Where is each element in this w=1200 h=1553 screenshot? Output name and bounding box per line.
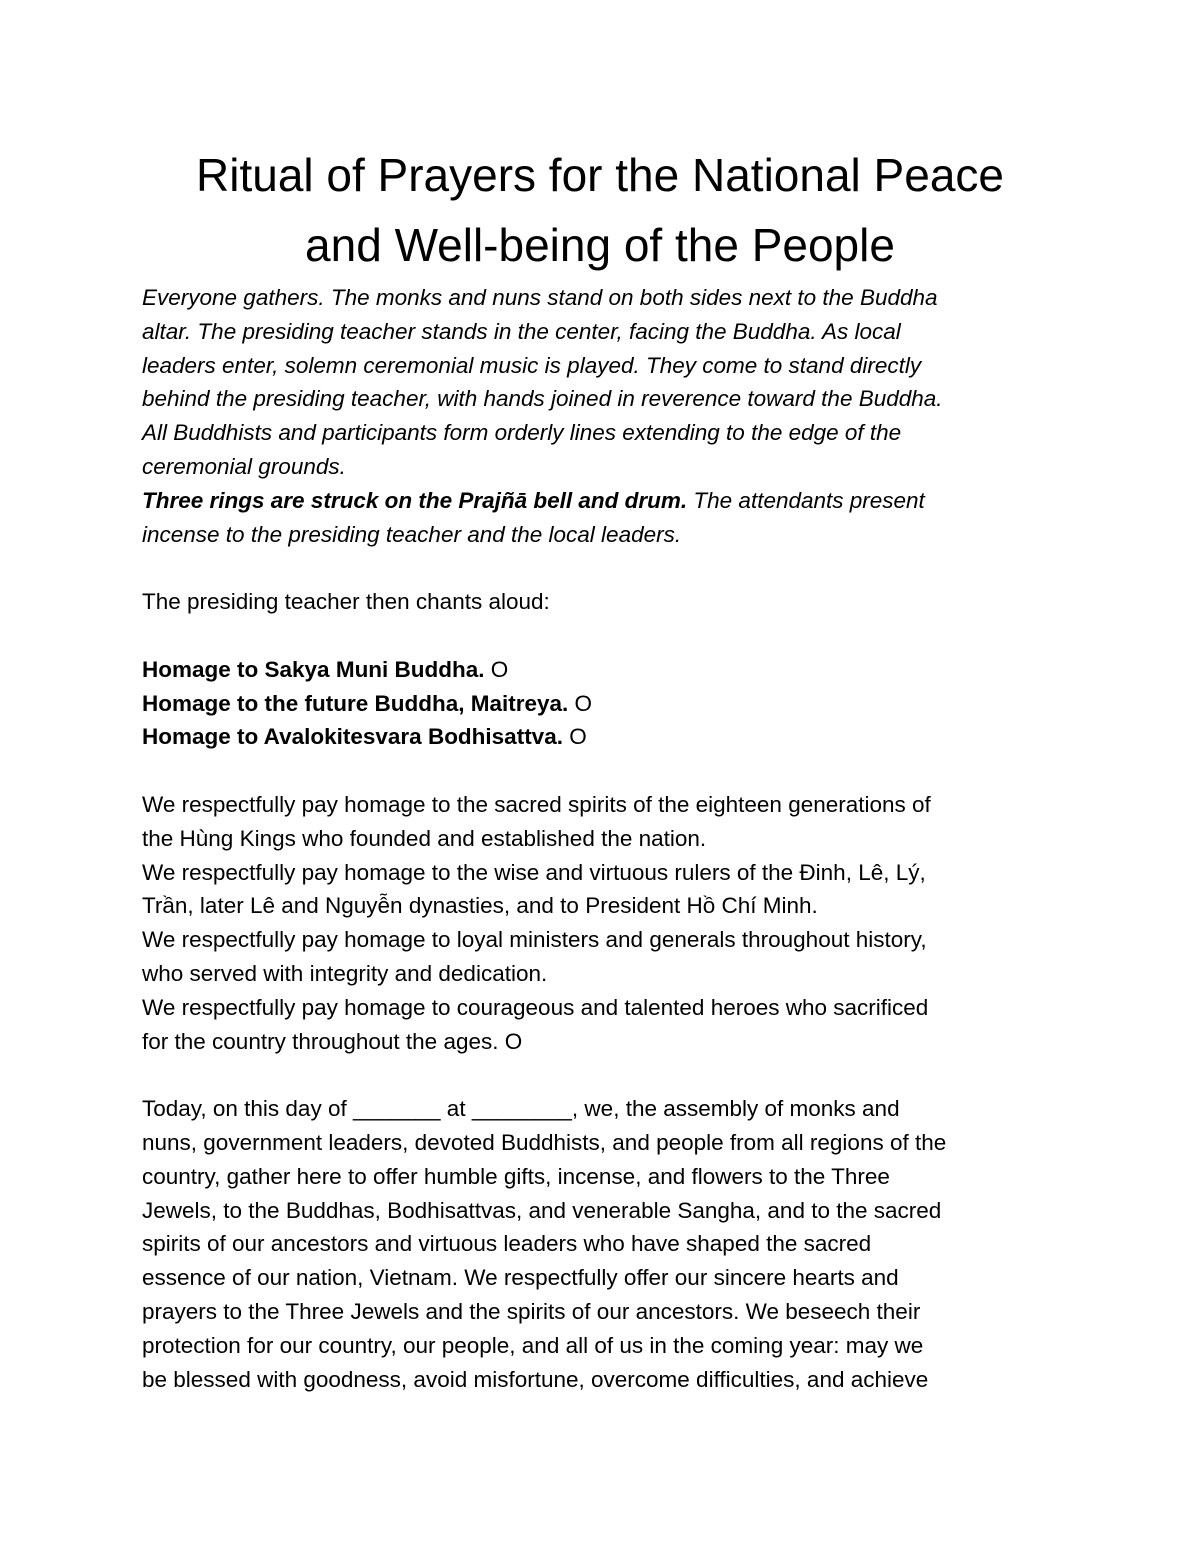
paragraph-gap: [142, 619, 1077, 653]
text-line: spirits of our ancestors and virtuous leaders who have shaped the sacred: [142, 1231, 872, 1257]
text-line: We respectfully pay homage to loyal ministers and generals throughout history,: [142, 927, 927, 953]
bell-mark: O: [568, 690, 593, 716]
bell-instruction: [142, 484, 1077, 518]
text-line: behind the presiding teacher, with hands joined in reverence toward the Buddha.: [142, 386, 943, 412]
chant-intro: The presiding teacher then chants aloud:: [142, 589, 550, 615]
paragraph-gap: [142, 1058, 1077, 1092]
intro-paragraph: [142, 281, 1077, 551]
homage-line: [142, 720, 1077, 754]
text-line: Jewels, to the Buddhas, Bodhisattvas, and venerable Sangha, and to the sacred: [142, 1197, 942, 1223]
bell-mark: O: [484, 656, 509, 682]
text-line: prayers to the Three Jewels and the spirits of our ancestors. We beseech their: [142, 1298, 921, 1324]
text-line: We respectfully pay homage to the wise and virtuous rulers of the Đinh, Lê, Lý,: [142, 859, 926, 885]
respect-paragraph: [142, 788, 1077, 1058]
title-line-1: Ritual of Prayers for the National Peace: [196, 149, 1004, 201]
title-line-2: and Well-being of the People: [305, 219, 895, 271]
homage-text: Homage to the future Buddha, Maitreya.: [142, 690, 569, 716]
text-line: leaders enter, solemn ceremonial music is played. They come to stand directly: [142, 352, 922, 378]
page-title: [100, 140, 1100, 280]
text-line: nuns, government leaders, devoted Buddhists, and people from all regions of the: [142, 1129, 947, 1155]
bell-instruction-rest: The attendants present: [687, 487, 925, 513]
text-line: We respectfully pay homage to the sacred spirits of the eighteen generations of: [142, 791, 931, 817]
text-line: be blessed with goodness, avoid misfortune, overcome difficulties, and achieve: [142, 1366, 929, 1392]
text-line: All Buddhists and participants form orderly lines extending to the edge of the: [142, 420, 902, 446]
text-line: the Hùng Kings who founded and established the nation.: [142, 825, 707, 851]
text-line: Everyone gathers. The monks and nuns stand on both sides next to the Buddha: [142, 285, 938, 310]
homage-line: [142, 687, 1077, 721]
text-line: ceremonial grounds.: [142, 453, 346, 479]
text-line: Today, on this day of _______ at ________, we, the assembly of monks and: [142, 1096, 900, 1122]
text-line: incense to the presiding teacher and the local leaders.: [142, 521, 682, 547]
paragraph-gap: [142, 551, 1077, 585]
homage-text: Homage to Sakya Muni Buddha.: [142, 656, 485, 682]
homage-line: [142, 653, 1077, 687]
text-line: for the country throughout the ages. O: [142, 1028, 523, 1054]
homage-list: [142, 653, 1077, 754]
text-line: country, gather here to offer humble gifts, incense, and flowers to the Three: [142, 1163, 890, 1189]
bell-instruction-bold: Three rings are struck on the Prajñā bell and drum.: [142, 487, 688, 513]
text-line: protection for our country, our people, and all of us in the coming year: may we: [142, 1332, 924, 1358]
document-body: [142, 281, 1077, 1396]
text-line: Trần, later Lê and Nguyễn dynasties, and to President Hồ Chí Minh.: [142, 893, 818, 919]
today-paragraph: [142, 1092, 1077, 1396]
text-line: essence of our nation, Vietnam. We respectfully offer our sincere hearts and: [142, 1265, 899, 1291]
homage-text: Homage to Avalokitesvara Bodhisattva.: [142, 724, 563, 750]
text-line: altar. The presiding teacher stands in the center, facing the Buddha. As local: [142, 318, 901, 344]
paragraph-gap: [142, 754, 1077, 788]
text-line: who served with integrity and dedication.: [142, 960, 548, 986]
text-line: We respectfully pay homage to courageous and talented heroes who sacrificed: [142, 994, 929, 1020]
bell-mark: O: [562, 724, 587, 750]
